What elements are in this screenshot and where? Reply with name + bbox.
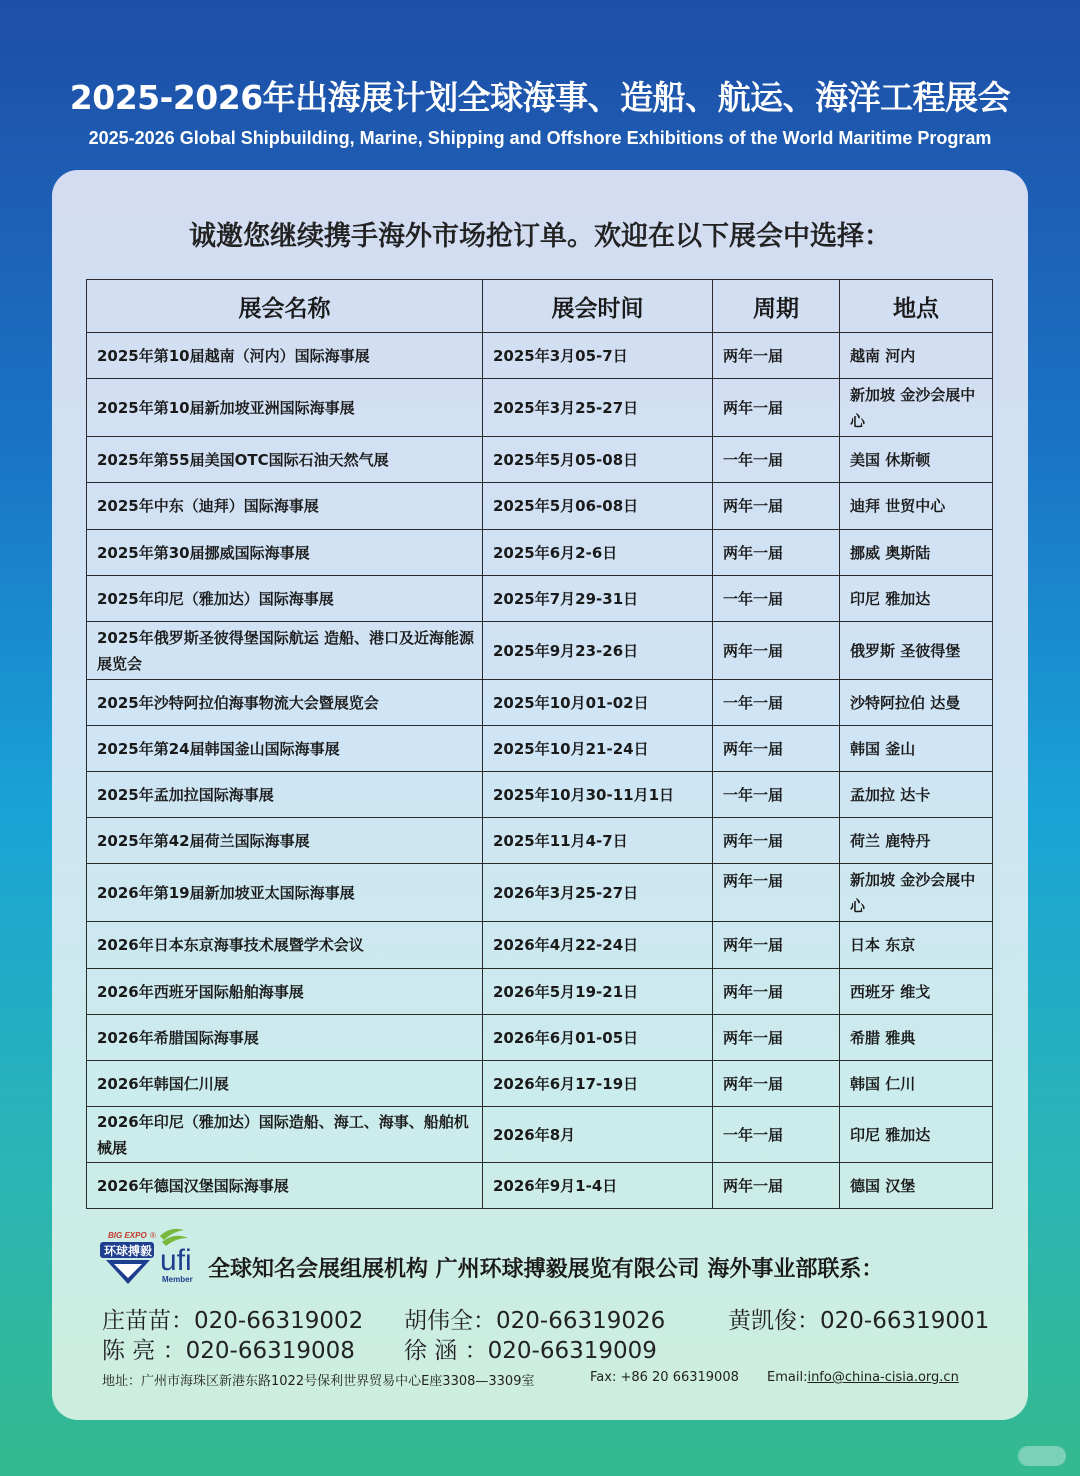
contact-phone: 020-66319026: [496, 1308, 666, 1334]
expo-date: 2025年11月4-7日: [483, 818, 713, 864]
contact-name: 陈 亮 ：: [102, 1338, 186, 1364]
contact-name: 庄苗苗：: [102, 1308, 194, 1334]
page-subtitle: 2025-2026 Global Shipbuilding, Marine, Shipping and Offshore Exhibitions of the World Maritime Program: [88, 128, 992, 148]
contact-person-2: [404, 1302, 665, 1335]
table-row: [87, 483, 993, 530]
expo-place: 挪威 奥斯陆: [840, 530, 993, 576]
expo-period: 两年一届: [713, 922, 840, 969]
expo-place: 越南 河内: [840, 333, 993, 379]
contact-person-3: [728, 1302, 989, 1335]
contact-name: 胡伟全：: [404, 1308, 496, 1334]
expo-place: 印尼 雅加达: [840, 1107, 993, 1163]
contact-person-5: [404, 1332, 657, 1365]
logo-chinese-text: 环球搏毅: [104, 1244, 153, 1258]
expo-name: 2025年孟加拉国际海事展: [87, 772, 483, 818]
expo-place: 孟加拉 达卡: [840, 772, 993, 818]
expo-period: 两年一届: [713, 483, 840, 530]
table-row: [87, 622, 993, 680]
expo-period: 两年一届: [713, 622, 840, 680]
expo-period: 一年一届: [713, 576, 840, 622]
company-logo: [98, 1226, 202, 1286]
contact-person-4: [102, 1332, 355, 1365]
header-date: 展会时间: [483, 280, 713, 333]
expo-date: 2025年3月25-27日: [483, 379, 713, 437]
expo-name: 2025年俄罗斯圣彼得堡国际航运 造船、港口及近海能源展览会: [87, 622, 483, 680]
expo-period: 一年一届: [713, 680, 840, 726]
table-row: [87, 379, 993, 437]
expo-date: 2025年7月29-31日: [483, 576, 713, 622]
expo-place: 美国 休斯顿: [840, 437, 993, 483]
contact-phone: 020-66319001: [820, 1308, 990, 1334]
table-row: [87, 772, 993, 818]
expo-date: 2026年4月22-24日: [483, 922, 713, 969]
expo-date: 2025年9月23-26日: [483, 622, 713, 680]
expo-place: 沙特阿拉伯 达曼: [840, 680, 993, 726]
expo-name: 2026年韩国仁川展: [87, 1061, 483, 1107]
table-row: [87, 437, 993, 483]
expo-date: 2026年5月19-21日: [483, 969, 713, 1015]
expo-period: 两年一届: [713, 1163, 840, 1209]
expo-place: 俄罗斯 圣彼得堡: [840, 622, 993, 680]
table-row: [87, 576, 993, 622]
expo-date: 2025年10月30-11月1日: [483, 772, 713, 818]
table-row: [87, 1163, 993, 1209]
table-row: [87, 969, 993, 1015]
expo-date: 2025年6月2-6日: [483, 530, 713, 576]
expo-place: 韩国 仁川: [840, 1061, 993, 1107]
email-label: Email:: [767, 1370, 808, 1385]
bigexpo-ufi-logo-icon: [98, 1226, 202, 1286]
expo-date: 2025年10月21-24日: [483, 726, 713, 772]
expo-name: 2026年德国汉堡国际海事展: [87, 1163, 483, 1209]
page-title: 2025-2026年出海展计划全球海事、造船、航运、海洋工程展会: [69, 78, 1011, 117]
table-row: [87, 333, 993, 379]
logo-registered-mark: ®: [150, 1231, 156, 1240]
expo-name: 2025年第10届越南（河内）国际海事展: [87, 333, 483, 379]
expo-place: 希腊 雅典: [840, 1015, 993, 1061]
expo-name: 2025年第10届新加坡亚洲国际海事展: [87, 379, 483, 437]
expo-period: 两年一届: [713, 864, 840, 922]
expo-period: 两年一届: [713, 379, 840, 437]
expo-period: 两年一届: [713, 1015, 840, 1061]
expo-period: 两年一届: [713, 530, 840, 576]
expo-place: 德国 汉堡: [840, 1163, 993, 1209]
expo-period: 两年一届: [713, 726, 840, 772]
contact-phone: 020-66319008: [185, 1338, 355, 1364]
expo-period: 一年一届: [713, 1107, 840, 1163]
expo-name: 2025年第24届韩国釜山国际海事展: [87, 726, 483, 772]
table-row: [87, 818, 993, 864]
expo-name: 2025年第42届荷兰国际海事展: [87, 818, 483, 864]
contact-name: 黄凯俊：: [728, 1308, 820, 1334]
expo-period: 一年一届: [713, 437, 840, 483]
expo-date: 2025年3月05-7日: [483, 333, 713, 379]
expo-name: 2025年中东（迪拜）国际海事展: [87, 483, 483, 530]
logo-member-text: Member: [162, 1275, 193, 1284]
expo-date: 2025年5月06-08日: [483, 483, 713, 530]
address-text: 地址：广州市海珠区新港东路1022号保利世界贸易中心E座3308—3309室: [102, 1374, 535, 1389]
expo-place: 新加坡 金沙会展中心: [840, 864, 993, 922]
watermark-badge: [1018, 1446, 1066, 1466]
expo-place: 荷兰 鹿特丹: [840, 818, 993, 864]
email-line: [767, 1370, 959, 1385]
table-row: [87, 1015, 993, 1061]
expo-place: 韩国 釜山: [840, 726, 993, 772]
table-row: [87, 726, 993, 772]
email-link[interactable]: info@china-cisia.org.cn: [807, 1370, 959, 1385]
table-row: [87, 680, 993, 726]
expo-name: 2026年日本东京海事技术展暨学术会议: [87, 922, 483, 969]
header-period: 周期: [713, 280, 840, 333]
expo-place: 新加坡 金沙会展中心: [840, 379, 993, 437]
header-name: 展会名称: [87, 280, 483, 333]
expo-name: 2026年第19届新加坡亚太国际海事展: [87, 864, 483, 922]
contact-title: 全球知名会展组展机构 广州环球搏毅展览有限公司 海外事业部联系：: [208, 1257, 884, 1282]
table-row: [87, 1061, 993, 1107]
contact-person-1: [102, 1302, 363, 1335]
table-row: [87, 530, 993, 576]
exhibition-table: [86, 279, 993, 1209]
contact-phone: 020-66319009: [487, 1338, 657, 1364]
expo-name: 2026年希腊国际海事展: [87, 1015, 483, 1061]
expo-name: 2025年沙特阿拉伯海事物流大会暨展览会: [87, 680, 483, 726]
expo-period: 一年一届: [713, 772, 840, 818]
expo-date: 2025年10月01-02日: [483, 680, 713, 726]
expo-period: 两年一届: [713, 818, 840, 864]
expo-date: 2026年8月: [483, 1107, 713, 1163]
header-place: 地点: [840, 280, 993, 333]
expo-period: 两年一届: [713, 1061, 840, 1107]
expo-date: 2026年9月1-4日: [483, 1163, 713, 1209]
expo-name: 2026年西班牙国际船舶海事展: [87, 969, 483, 1015]
expo-period: 两年一届: [713, 333, 840, 379]
fax-text: Fax: +86 20 66319008: [590, 1370, 739, 1385]
table-row: [87, 864, 993, 922]
table-row: [87, 922, 993, 969]
expo-name: 2025年第30届挪威国际海事展: [87, 530, 483, 576]
table-row: [87, 1107, 993, 1163]
expo-date: 2026年3月25-27日: [483, 864, 713, 922]
expo-date: 2025年5月05-08日: [483, 437, 713, 483]
expo-place: 迪拜 世贸中心: [840, 483, 993, 530]
logo-ufi-text: ufi: [160, 1244, 192, 1277]
logo-bigexpo-text: BIG EXPO: [108, 1231, 147, 1240]
expo-period: 两年一届: [713, 969, 840, 1015]
expo-place: 印尼 雅加达: [840, 576, 993, 622]
contact-header: [98, 1226, 978, 1286]
contact-name: 徐 涵 ：: [404, 1338, 488, 1364]
expo-date: 2026年6月17-19日: [483, 1061, 713, 1107]
expo-place: 日本 东京: [840, 922, 993, 969]
contact-phone: 020-66319002: [194, 1308, 364, 1334]
expo-name: 2026年印尼（雅加达）国际造船、海工、海事、船舶机械展: [87, 1107, 483, 1163]
expo-place: 西班牙 维戈: [840, 969, 993, 1015]
expo-date: 2026年6月01-05日: [483, 1015, 713, 1061]
expo-name: 2025年第55届美国OTC国际石油天然气展: [87, 437, 483, 483]
expo-name: 2025年印尼（雅加达）国际海事展: [87, 576, 483, 622]
invite-heading: 诚邀您继续携手海外市场抢订单。欢迎在以下展会中选择：: [189, 221, 891, 252]
table-header-row: [87, 280, 993, 333]
